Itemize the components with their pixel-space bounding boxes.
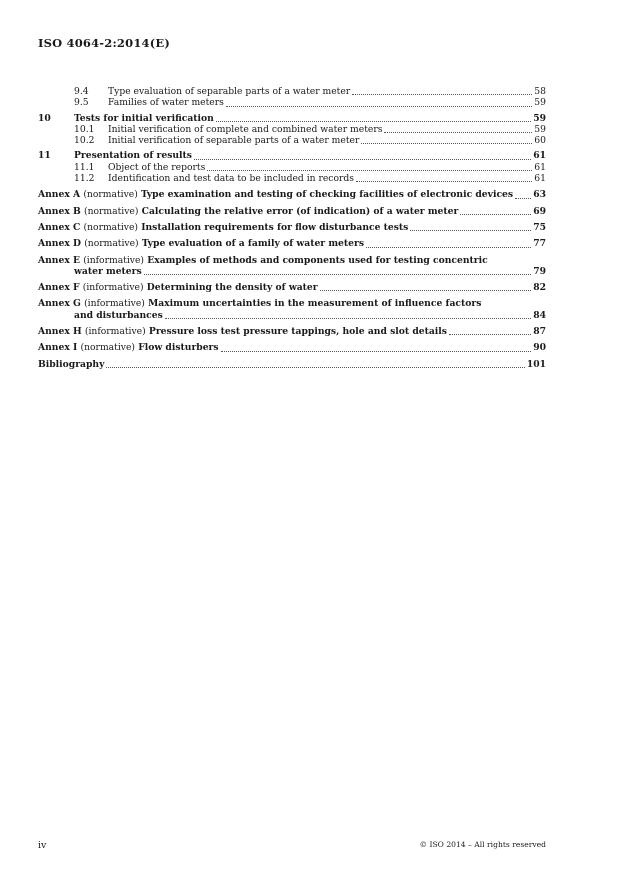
dot-leader <box>216 121 531 122</box>
annex-page: 79 <box>533 265 546 277</box>
annex-title: Calculating the relative error (of indication) of a water meter <box>141 205 459 217</box>
annex-label: Annex I <box>38 342 78 354</box>
toc-entry-title: Initial verification of separable parts of a water meter <box>108 135 360 147</box>
dot-leader <box>221 351 532 352</box>
toc-entry-page: 61 <box>534 161 546 173</box>
toc-entry-title: Initial verification of complete and combined water meters <box>108 123 383 135</box>
toc-entry-10[interactable] <box>38 113 546 124</box>
annex-label: Annex G <box>38 298 81 310</box>
toc-entry-9-4[interactable] <box>38 86 546 97</box>
toc-entry-10-1[interactable] <box>38 124 546 135</box>
toc-bibliography[interactable] <box>38 359 546 370</box>
toc-entry-number: 11.1 <box>74 161 95 173</box>
bibliography-page: 101 <box>526 358 546 370</box>
toc-entry-10-2[interactable] <box>38 135 546 146</box>
toc-entry-page: 60 <box>534 135 546 147</box>
dot-leader <box>352 94 532 95</box>
annex-type: (normative) <box>84 238 139 250</box>
annex-title: Maximum uncertainties in the measurement of influence factors <box>148 298 482 310</box>
annex-label: Annex D <box>38 238 81 250</box>
toc-entry-page: 59 <box>533 112 546 124</box>
toc-entry-page: 59 <box>534 97 546 109</box>
annex-title-continued: and disturbances <box>74 309 163 321</box>
dot-leader <box>366 247 531 248</box>
annex-type: (normative) <box>83 221 138 233</box>
toc-annex-i[interactable] <box>38 342 546 353</box>
toc-annex-e[interactable] <box>38 255 546 278</box>
dot-leader <box>106 367 524 368</box>
toc-entry-11-1[interactable] <box>38 162 546 173</box>
dot-leader <box>384 132 532 133</box>
annex-page: 82 <box>533 282 546 294</box>
annex-page: 87 <box>533 326 546 338</box>
annex-type: (informative) <box>84 298 145 310</box>
annex-type: (normative) <box>83 205 139 217</box>
toc-annex-f[interactable] <box>38 282 546 293</box>
toc-entry-title: Tests for initial verification <box>74 112 214 124</box>
annex-title: Pressure loss test pressure tappings, hole and slot details <box>148 326 447 338</box>
toc-entry-number: 9.5 <box>74 97 89 109</box>
dot-leader <box>515 198 531 199</box>
toc-entry-page: 61 <box>534 173 546 185</box>
annex-type: (normative) <box>83 189 138 201</box>
toc-entry-11-2[interactable] <box>38 173 546 184</box>
annex-page: 69 <box>533 205 546 217</box>
annex-label: Annex A <box>38 189 81 201</box>
toc-entry-title: Type evaluation of separable parts of a water meter <box>108 86 351 97</box>
toc-annex-g[interactable] <box>38 298 546 321</box>
page-number: iv <box>38 840 47 851</box>
annex-label: Annex C <box>38 221 81 233</box>
dot-leader <box>320 290 532 291</box>
toc-entry-number: 10.1 <box>74 123 95 135</box>
annex-title: Determining the density of water <box>146 282 318 294</box>
annex-title: Type evaluation of a family of water meters <box>141 238 365 250</box>
annex-type: (informative) <box>84 326 146 338</box>
annex-label: Annex E <box>38 254 81 266</box>
dot-leader <box>410 230 531 231</box>
table-of-contents <box>38 86 546 370</box>
toc-entry-title: Presentation of results <box>74 150 192 162</box>
annex-title: Examples of methods and components used for testing concentric <box>147 254 488 266</box>
toc-annex-a[interactable] <box>38 189 546 200</box>
annex-type: (informative) <box>83 254 145 266</box>
toc-entry-number: 9.4 <box>74 86 89 97</box>
toc-annex-b[interactable] <box>38 206 546 217</box>
dot-leader <box>460 214 531 215</box>
toc-entry-page: 58 <box>534 86 546 97</box>
dot-leader <box>226 106 532 107</box>
annex-page: 84 <box>533 309 546 321</box>
annex-label: Annex F <box>38 282 80 294</box>
annex-label: Annex H <box>38 326 82 338</box>
annex-title: Installation requirements for flow disturbance tests <box>141 221 409 233</box>
toc-entry-title: Families of water meters <box>108 97 224 109</box>
toc-entry-number: 11.2 <box>74 173 95 185</box>
toc-annex-h[interactable] <box>38 326 546 337</box>
annex-type: (informative) <box>82 282 144 294</box>
annex-page: 75 <box>533 221 546 233</box>
dot-leader <box>207 170 532 171</box>
annex-title: Type examination and testing of checking facilities of electronic devices <box>141 189 514 201</box>
annex-page: 90 <box>533 342 546 354</box>
annex-title-continued: water meters <box>74 265 142 277</box>
toc-entry-title: Object of the reports <box>108 161 206 173</box>
dot-leader <box>194 159 531 160</box>
annex-title: Flow disturbers <box>138 342 219 354</box>
toc-annex-d[interactable] <box>38 238 546 249</box>
toc-entry-title: Identification and test data to be included in records <box>108 173 354 185</box>
dot-leader <box>449 334 531 335</box>
toc-entry-number: 11 <box>38 150 51 162</box>
dot-leader <box>165 318 531 319</box>
annex-page: 77 <box>533 238 546 250</box>
toc-entry-number: 10.2 <box>74 135 95 147</box>
copyright-notice: © ISO 2014 – All rights reserved <box>419 840 546 849</box>
toc-entry-9-5[interactable] <box>38 97 546 108</box>
annex-label: Annex B <box>38 205 81 217</box>
dot-leader <box>144 274 532 275</box>
annex-page: 63 <box>533 189 546 201</box>
document-id-header: ISO 4064-2:2014(E) <box>38 36 170 50</box>
toc-entry-page: 61 <box>533 150 546 162</box>
annex-type: (normative) <box>80 342 135 354</box>
toc-entry-11[interactable] <box>38 150 546 161</box>
toc-annex-c[interactable] <box>38 222 546 233</box>
dot-leader <box>361 143 532 144</box>
toc-entry-page: 59 <box>534 123 546 135</box>
toc-entry-number: 10 <box>38 112 51 124</box>
bibliography-title: Bibliography <box>38 358 105 370</box>
dot-leader <box>356 181 532 182</box>
